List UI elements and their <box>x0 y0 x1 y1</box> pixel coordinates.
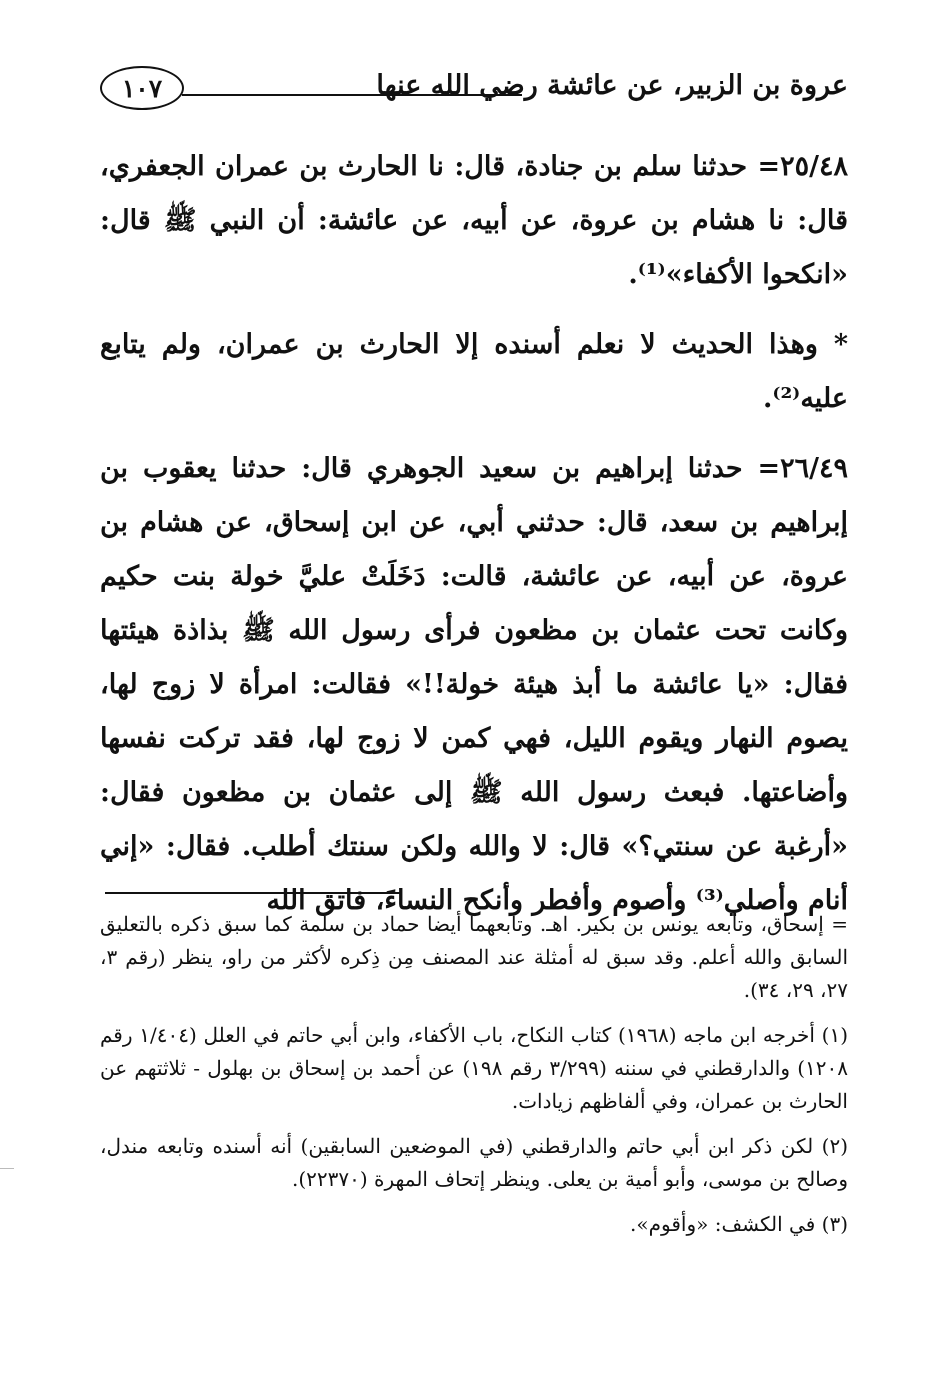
scan-edge-mark <box>0 1168 14 1169</box>
hadith-48: ٢٥/٤٨= حدثنا سلم بن جنادة، قال: نا الحارث بن عمران الجعفري، قال: نا هشام بن عروة، عن أبيه، عن عائشة: أن النبي ﷺ قال: «انكحوا الأكفاء»⁽¹⁾. <box>100 151 848 290</box>
footnote-continuation: = إسحاق، وتابعه يونس بن بكير. اهـ. وتابعهما أيضا حماد بن سلمة كما سبق ذكره بالتعليق السابق والله أعلم. وقد سبق له أمثلة عند المصنف مِن ذِكره لأكثر من راو، ينظر (رقم ٣، ٢٧، ٢٩، ٣٤). <box>100 912 848 1002</box>
footnote-3: (٣) في الكشف: «وأقوم». <box>630 1212 848 1236</box>
author-comment: * وهذا الحديث لا نعلم أسنده إلا الحارث بن عمران، ولم يتابع عليه⁽²⁾. <box>100 329 848 414</box>
hadith-49: ٢٦/٤٩= حدثنا إبراهيم بن سعيد الجوهري قال: حدثنا يعقوب بن إبراهيم بن سعد، قال: حدثني أبي، عن ابن إسحاق، عن هشام بن عروة، عن أبيه، عن عائشة، قالت: دَخَلَتْ عليَّ خولة بنت حكيم وكانت تحت عثمان بن مظعون فرأى رسول الله ﷺ بذاذة هيئتها فقال: «يا عائشة ما أبذ هيئة خولة!!» فقالت: امرأة لا زوج لها، يصوم النهار ويقوم الليل، فهي كمن لا زوج لها، فقد تركت نفسها وأضاعتها. فبعث رسول الله ﷺ إلى عثمان بن مظعون فقال: «أرغبة عن سنتي؟» قال: لا والله ولكن سنتك أطلب. فقال: «إني أنام وأصلي⁽³⁾ وأصوم وأفطر وأنكح النساءَ، فاتق الله <box>100 453 848 916</box>
main-text <box>100 140 848 944</box>
page-number: ١٠٧ <box>100 66 184 110</box>
footnote-1: (١) أخرجه ابن ماجه (١٩٦٨) كتاب النكاح، باب الأكفاء، وابن أبي حاتم في العلل (١/٤٠٤ رقم ١٢٠٨) والدارقطني في سننه (٣/٢٩٩ رقم ١٩٨) عن أحمد بن إسحاق بن بهلول - ثلاثتهم عن الحارث بن عمران، وفي ألفاظهم زيادات. <box>100 1023 848 1113</box>
page-header <box>100 62 848 122</box>
footnotes <box>100 908 848 1253</box>
header-rule <box>182 94 522 96</box>
footnote-2: (٢) لكن ذكر ابن أبي حاتم والدارقطني (في الموضعين السابقين) أنه أسنده وتابعه مندل، وصالح بن موسى، وأبو أمية بن يعلى. وينظر إتحاف المهرة (٢٢٣٧٠). <box>100 1134 848 1191</box>
running-title: عروة بن الزبير، عن عائشة رضي الله عنها <box>376 70 848 101</box>
footnote-separator <box>105 892 400 894</box>
